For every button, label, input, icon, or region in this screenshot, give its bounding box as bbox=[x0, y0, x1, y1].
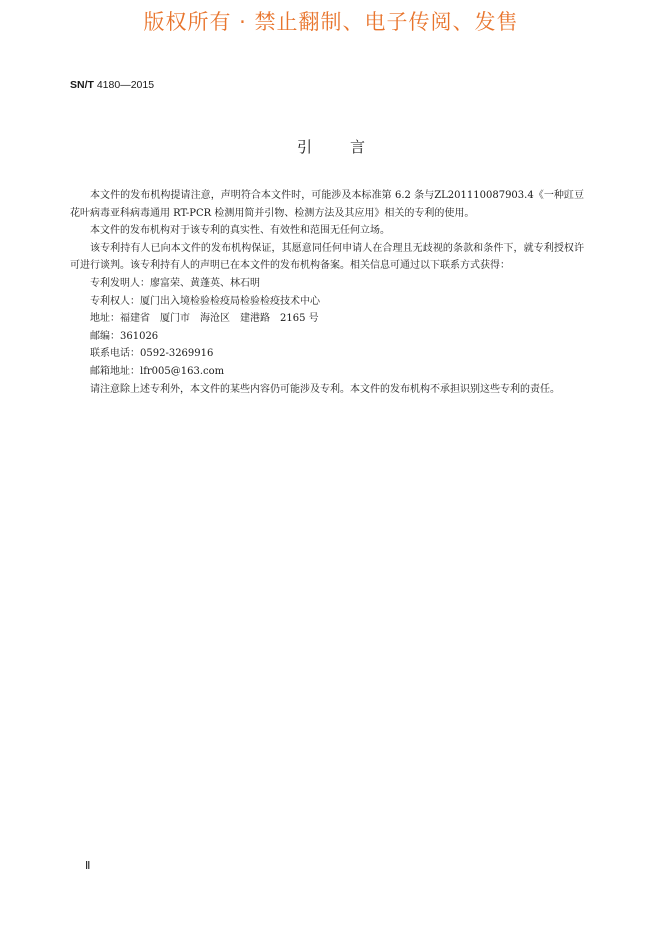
patent-phone: 联系电话：0592-3269916 bbox=[90, 348, 214, 360]
standard-code-number: 4180—2015 bbox=[96, 79, 155, 91]
patent-email: 邮箱地址：lfr005@163.com bbox=[90, 365, 225, 377]
patent-inventors: 专利发明人：廖富荣、黄蓬英、林石明 bbox=[90, 277, 260, 289]
patent-address: 地址：福建省 厦门市 海沧区 建港路 2165 号 bbox=[90, 313, 319, 325]
copyright-watermark: 版权所有 · 禁止翻制、电子传阅、发售 bbox=[143, 10, 519, 34]
section-title: 引言 bbox=[296, 138, 403, 156]
paragraph-holder-statement: 该专利持有人已向本文件的发布机构保证，其愿意同任何申请人在合理且无歧视的条款和条件下，就专利授权许可进行谈判。该专利持有人的声明已在本文件的发布机构备案。相关信息可通过以下联系方式获得： bbox=[70, 242, 584, 272]
paragraph-patent-notice: 本文件的发布机构提请注意，声明符合本文件时，可能涉及本标准第 6.2 条与ZL201110087903.4《一种豇豆花叶病毒亚科病毒通用 RT-PCR 检测用简并引物、检测方法及其应用》相关的专利的使用。 bbox=[70, 190, 584, 219]
paragraph-position: 本文件的发布机构对于该专利的真实性、有效性和范围无任何立场。 bbox=[90, 225, 390, 237]
introduction-body bbox=[70, 187, 584, 398]
patent-postcode: 邮编：361026 bbox=[90, 330, 159, 342]
page-number: Ⅱ bbox=[85, 860, 91, 872]
paragraph-closing: 请注意除上述专利外，本文件的某些内容仍可能涉及专利。本文件的发布机构不承担识别这些专利的责任。 bbox=[90, 383, 560, 395]
patent-holder: 专利权人：厦门出入境检验检疫局检验检疫技术中心 bbox=[90, 295, 320, 307]
standard-code-prefix: SN/T bbox=[70, 79, 94, 91]
standard-code bbox=[70, 79, 154, 91]
